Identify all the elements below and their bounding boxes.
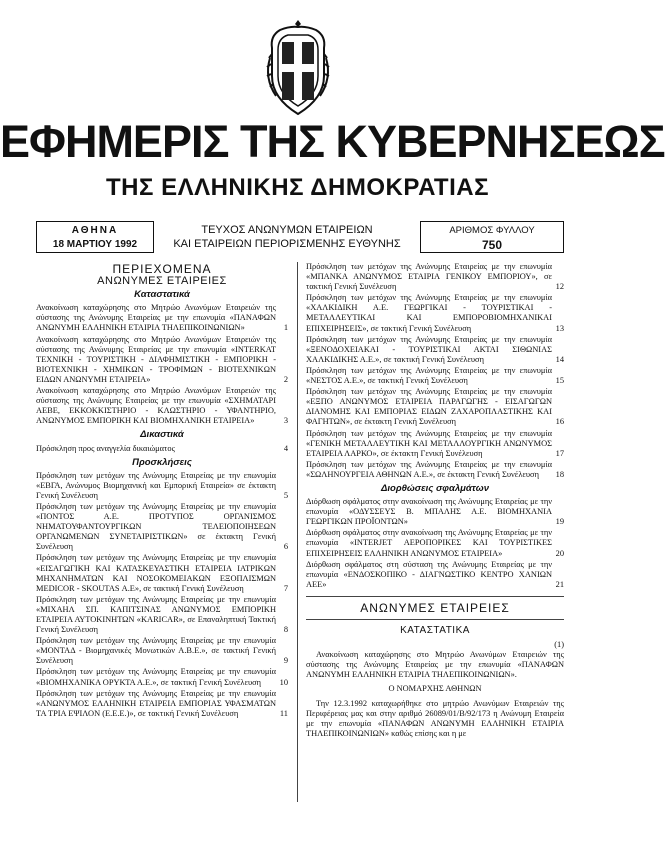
entry-page-number: 8 bbox=[283, 625, 288, 635]
contents-entry bbox=[306, 429, 564, 459]
contents-entry bbox=[36, 303, 288, 333]
entry-page-number: 17 bbox=[555, 448, 564, 458]
coat-of-arms-icon bbox=[268, 18, 328, 118]
judicial-heading: Δικαστικά bbox=[140, 429, 184, 441]
entry-text: Πρόσκληση των μετόχων της Ανώνυμης Εταιρείας με την επωνυμία «ΕΙΣΑΓΩΓΙΚΗ ΚΑΙ ΚΑΤΑΣΚΕΥΑΣΤΙΚΗ ΕΤΑΙΡΕΙΑ ΙΑΤΡΙΚΩΝ ΜΗΧΑΝΗΜΑΤΩΝ ΚΑΙ ΝΟΣΟΚΟΜΕΙΑΚΩΝ ΕΞΟΠΛΙΣΜΩΝ MEDICOR - SKOUTAS Α.Ε», σε τακτική Γενική Συνέλευση bbox=[36, 553, 276, 593]
contents-entry bbox=[306, 460, 564, 480]
section-divider bbox=[306, 596, 564, 597]
entry-text: Πρόσκληση των μετόχων της Ανώνυμης Εταιρείας με την επωνυμία «ΜΙΧΑΗΛ ΣΠ. ΚΑΠΙΤΣΙΝΑΣ ΑΝΩΝΥΜΟΣ ΕΜΠΟΡΙΚΗ ΕΤΑΙΡΕΙΑ ΑΥΤΟΚΙΝΗΤΩΝ «KARICAR», σε Επαναληπτική Τακτική Γενική Συνέλευση bbox=[36, 594, 276, 635]
header-infobar bbox=[36, 221, 564, 255]
contents-entry bbox=[36, 667, 288, 687]
contents-entry bbox=[306, 387, 564, 427]
announcement-text: Ανακοίνωση καταχώρησης στο Μητρώο Ανωνύμων Εταιρειών της σύστασης της Ανώνυμης Εταιρείας με την επωνυμία «ΠΑΝΑΦΩΝ ΑΝΩΝΥΜΗ ΕΛΛΗΝΙΚΗ ΕΤΑΙΡΙΑ ΤΗΛΕΠΙΚΟΙΝΩΝΙΩΝ». bbox=[306, 650, 564, 680]
entry-page-number: 7 bbox=[283, 583, 288, 593]
entry-page-number: 2 bbox=[283, 374, 288, 384]
entry-page-number: 20 bbox=[555, 548, 564, 558]
contents-entry bbox=[36, 553, 288, 593]
body-statutes-heading: ΚΑΤΑΣΤΑΤΙΚΑ bbox=[400, 625, 470, 636]
entry-text: Πρόσκληση των μετόχων της Ανώνυμης Εταιρείας με την επωνυμία «ΧΑΛΚΙΔΙΚΗ Α.Ε. ΓΕΩΡΓΙΚΑΙ - ΤΟΥΡΙΣΤΙΚΑΙ - ΜΕΤΑΛΛΕΥΤΙΚΑΙ ΚΑΙ ΕΜΠΟΡΟΒΙΟΜΗΧΑΝΙΚΑΙ ΕΠΙΧΕΙΡΗΣΕΙΣ», σε τακτική Γενική Συνέλευση bbox=[306, 293, 552, 333]
prefect-heading: Ο ΝΟΜΑΡΧΗΣ ΑΘΗΝΩΝ bbox=[388, 684, 482, 694]
entry-page-number: 18 bbox=[555, 469, 564, 479]
contents-entry bbox=[36, 444, 288, 454]
entry-text: Πρόσκληση των μετόχων της Ανώνυμης Εταιρείας με την επωνυμία «ΓΕΝΙΚΗ ΜΕΤΑΛΛΕΥΤΙΚΗ ΚΑΙ ΜΕΤΑΛΛΟΥΡΓΙΚΗ ΑΝΩΝΥΜΟΣ ΕΤΑΙΡΕΙΑ ΛΑΡΚΟ», σε έκτακτη Γενική Συνέλευση bbox=[306, 428, 552, 458]
companies-heading: ΑΝΩΝΥΜΕΣ ΕΤΑΙΡΕΙΕΣ bbox=[97, 275, 227, 288]
entry-text: Πρόσκληση των μετόχων της Ανώνυμης Εταιρείας με την επωνυμία «ΑΝΩΝΥΜΟΣ ΕΛΛΗΝΙΚΗ ΕΤΑΙΡΕΙΑ ΕΜΠΟΡΙΑΣ ΥΦΑΣΜΑΤΩΝ ΤΑ ΤΡΙΑ ΕΨΙΛΟΝ (Ε.Ε.Ε.)», σε τακτική Γενική Συνέλευση bbox=[36, 688, 276, 718]
entry-text: Διόρθωση σφάλματος στην ανακοίνωση της Ανώνυμης Εταιρείας με την επωνυμία «INTERJET ΑΕΡΟΠΟΡΙΚΕΣ ΚΑΙ ΤΟΥΡΙΣΤΙΚΕΣ ΕΠΙΧΕΙΡΗΣΕΙΣ ΕΛΛΗΝΙΚΗ ΑΝΩΝΥΜΟΣ ΕΤΑΙΡΕΙΑ» bbox=[306, 528, 552, 558]
contents-entry bbox=[306, 497, 564, 527]
contents-entry bbox=[306, 262, 564, 292]
contents-entry bbox=[36, 689, 288, 719]
contents-entry bbox=[306, 560, 564, 590]
entry-text: Πρόσκληση των μετόχων της Ανώνυμης Εταιρείας με την επωνυμία «ΞΕΝΟΔΟΧΕΙΑΚΑΙ - ΤΟΥΡΙΣΤΙΚΑΙ ΑΚΤΑΙ ΣΙΘΩΝΙΑΣ ΧΑΛΚΙΔΙΚΗΣ Α.Ε.», σε τακτική Γενική Συνέλευση bbox=[306, 334, 552, 364]
sheet-number-box bbox=[420, 221, 564, 253]
entry-page-number: 14 bbox=[555, 354, 564, 364]
city-label: ΑΘΗΝΑ bbox=[71, 225, 119, 236]
entry-text: Πρόσκληση των μετόχων της Ανώνυμης Εταιρείας με την επωνυμία «ΣΩΛΗΝΟΥΡΓΕΙΑ ΑΘΗΝΩΝ Α.Ε.», σε έκτακτη Γενική Συνέλευση bbox=[306, 459, 552, 479]
body-companies-heading: ΑΝΩΝΥΜΕΣ ΕΤΑΙΡΕΙΕΣ bbox=[360, 600, 510, 615]
entry-text: Ανακοίνωση καταχώρησης στο Μητρώο Ανωνύμων Εταιρειών της σύστασης της Ανώνυμης Εταιρείας με την επωνυμία «ΠΑΝΑΦΩΝ ΑΝΩΝΥΜΗ ΕΛΛΗΝΙΚΗ ΕΤΑΙΡΙΑ ΤΗΛΕΠΙΚΟΙΝΩΝΙΩΝ» bbox=[36, 303, 276, 333]
sheet-number: 750 bbox=[481, 238, 503, 252]
item-number: (1) bbox=[554, 640, 564, 650]
invitations-list bbox=[36, 471, 288, 719]
entry-text: Πρόσκληση των μετόχων της Ανώνυμης Εταιρείας με την επωνυμία «ΠΟΝΤΟΣ Α.Ε. ΠΡΟΤΥΠΟΣ ΟΡΓΑΝΙΣΜΟΣ ΝΗΜΑΤΟΥΦΑΝΤΟΥΡΓΙΚΩΝ ΤΕΛΕΙΟΠΟΙΗΣΕΩΝ ΟΡΓΑΝΩΜΕΝΩΝ ΣΥΝΕΤΑΙΡΙΣΤΙΚΩΝ» σε έκτακτη Γενική Συνέλευση bbox=[36, 501, 276, 552]
corrections-heading: Διορθώσεις σφαλμάτων bbox=[381, 482, 489, 494]
right-column bbox=[306, 262, 564, 739]
entry-page-number: 13 bbox=[555, 323, 564, 333]
contents-title: ΠΕΡΙΕΧΟΜΕΝΑ bbox=[112, 262, 212, 276]
entry-text: Πρόσκληση των μετόχων της Ανώνυμης Εταιρείας με την επωνυμία «ΜΟΝΤΑΔ - Βιομηχανικές Μονωτικών Α.Β.Ε.», σε τακτική Γενική Συνέλευση bbox=[36, 636, 276, 666]
entry-page-number: 4 bbox=[283, 443, 288, 453]
corrections-list bbox=[306, 497, 564, 590]
entry-text: Πρόσκληση των μετόχων της Ανώνυμης Εταιρείας με την επωνυμία «ΒΙΟΜΗΧΑΝΙΚΑ ΟΡΥΚΤΑ Α.Ε.», σε τακτική Γενική Συνέλευση bbox=[36, 667, 276, 687]
issue-date: 18 ΜΑΡΤΙΟΥ 1992 bbox=[52, 239, 138, 250]
issue-type-line1: ΤΕΥΧΟΣ ΑΝΩΝΥΜΩΝ ΕΤΑΙΡΕΙΩΝ bbox=[201, 224, 373, 236]
entry-page-number: 15 bbox=[555, 376, 564, 386]
entry-text: Πρόσκληση των μετόχων της Ανώνυμης Εταιρείας με την επωνυμία «ΕΒΓΑ, Ανώνυμος Βιομηχανική και Εμπορική Εταιρεία» σε έκτακτη Γενική Συνέλευση bbox=[36, 470, 276, 500]
contents-column bbox=[36, 262, 288, 720]
statutes-list bbox=[36, 303, 288, 426]
date-box bbox=[36, 221, 154, 253]
contents-entry bbox=[36, 595, 288, 635]
judicial-list bbox=[36, 444, 288, 454]
sheet-number-label: ΑΡΙΘΜΟΣ ΦΥΛΛΟΥ bbox=[449, 225, 535, 236]
contents-entry bbox=[306, 335, 564, 365]
section-divider bbox=[306, 619, 564, 620]
entry-page-number: 3 bbox=[283, 416, 288, 426]
entry-page-number: 11 bbox=[279, 708, 288, 718]
entry-text: Διόρθωση σφάλματος στην ανακοίνωση της Ανώνυμης Εταιρείας με την επωνυμία «ΟΔΥΣΣΕΥΣ Β. ΜΠΑΛΗΣ Α.Ε. ΒΙΟΜΗΧΑΝΙΑ ΓΕΩΡΓΙΚΩΝ ΠΡΟΪΟΝΤΩΝ» bbox=[306, 497, 552, 527]
contents-entry bbox=[36, 636, 288, 666]
entry-page-number: 6 bbox=[283, 542, 288, 552]
entry-page-number: 16 bbox=[555, 417, 564, 427]
issue-type bbox=[164, 223, 410, 251]
entry-page-number: 10 bbox=[279, 677, 288, 687]
invitations-heading: Προσκλήσεις bbox=[132, 456, 192, 468]
entry-text: Ανακοίνωση καταχώρησης στο Μητρώο Ανωνύμων Εταιρειών της σύστασης της Ανώνυμης Εταιρείας με την επωνυμία «INTERKAT ΤΕΧΝΙΚΗ - ΤΟΥΡΙΣΤΙΚΗ - ΔΙΑΦΗΜΙΣΤΙΚΗ - ΕΜΠΟΡΙΚΗ - ΒΙΟΤΕΧΝΙΚΗ - ΧΗΜΙΚΩΝ - ΤΡΟΦΙΜΩΝ - ΒΙΟΤΕΧΝΙΚΩΝ ΕΙΔΩΝ ΑΝΩΝΥΜΗ ΕΤΑΙΡΕΙΑ» bbox=[36, 334, 276, 384]
contents-entry bbox=[36, 502, 288, 552]
entry-text: Πρόσκληση των μετόχων της Ανώνυμης Εταιρείας με την επωνυμία «ΝΕΣΤΟΣ Α.Ε.», σε τακτική Γενική Συνέλευση bbox=[306, 365, 552, 386]
column-divider bbox=[297, 262, 298, 802]
entry-text: Πρόσκληση των μετόχων της Ανώνυμης Εταιρείας με την επωνυμία «ΕΞΠΟ ΑΝΩΝΥΜΟΣ ΕΤΑΙΡΕΙΑ ΠΑΡΑΓΩΓΗΣ - ΕΙΣΑΓΩΓΩΝ ΔΙΑΝΟΜΗΣ ΚΑΙ ΕΜΠΟΡΙΑΣ ΕΙΔΩΝ ΖΑΧΑΡΟΠΛΑΣΤΙΚΗΣ ΚΑΙ ΦΑΓΗΤΩΝ», σε έκτακτη Γενική Συνέλευση bbox=[306, 387, 552, 427]
contents-entry bbox=[36, 471, 288, 501]
contents-entry bbox=[306, 366, 564, 386]
contents-entry bbox=[306, 293, 564, 333]
gazette-title: ΕΦΗΜΕΡΙΣ ΤΗΣ ΚΥΒΕΡΝΗΣΕΩΣ bbox=[0, 116, 665, 167]
entry-page-number: 5 bbox=[283, 490, 288, 500]
entry-page-number: 12 bbox=[555, 282, 564, 292]
contents-entry bbox=[306, 528, 564, 558]
body-text: Την 12.3.1992 καταχωρήθηκε στο μητρώο Ανωνύμων Εταιρειών της Περιφέρειας μας και στην αριθμό 26089/01/Β/92/173 η Ανώνυμη Εταιρεία με την επωνυμία «ΠΑΝΑΦΩΝ ΑΝΩΝΥΜΗ ΕΛΛΗΝΙΚΗ ΕΤΑΙΡΙΑ ΤΗΛΕΠΙΚΟΙΝΩΝΙΩΝ» καθώς επίσης και η με bbox=[306, 698, 564, 738]
entry-page-number: 19 bbox=[555, 517, 564, 527]
entry-text: Πρόσκληση προς αναγγελία δικαιώματος bbox=[36, 443, 175, 453]
entry-page-number: 21 bbox=[555, 579, 564, 589]
statutes-heading: Καταστατικά bbox=[134, 289, 190, 301]
contents-entry bbox=[36, 335, 288, 385]
gazette-subtitle: ΤΗΣ ΕΛΛΗΝΙΚΗΣ ΔΗΜΟΚΡΑΤΙΑΣ bbox=[106, 174, 489, 201]
entry-text: Ανακοίνωση καταχώρησης στο Μητρώο Ανωνύμων Εταιρειών της σύστασης της Ανώνυμης Εταιρείας με την επωνυμία «ΣΧΗΜΑΤΑΡΙ ΑΕΒΕ, ΕΚΚΟΚΚΙΣΤΗΡΙΟ - ΚΛΩΣΤΗΡΙΟ - ΥΦΑΝΤΗΡΙΟ, ΑΝΩΝΥΜΟΣ ΕΜΠΟΡΙΚΗ ΚΑΙ ΒΙΟΜΗΧΑΝΙΚΗ ΕΤΑΙΡΕΙΑ» bbox=[36, 386, 276, 426]
entry-text: Πρόσκληση των μετόχων της Ανώνυμης Εταιρείας με την επωνυμία «ΜΠΑΝΚΑ ΑΝΩΝΥΜΟΣ ΕΤΑΙΡΙΑ ΓΕΝΙΚΟΥ ΕΜΠΟΡΙΟΥ», σε τακτική Γενική Συνέλευση bbox=[306, 262, 552, 292]
entry-page-number: 9 bbox=[283, 656, 288, 666]
entry-text: Διόρθωση σφάλματος στη σύσταση της Ανώνυμης Εταιρείας με την επωνυμία «ΕΝΔΟΣΚΟΠΙΚΟ - ΔΙΑΓΝΩΣΤΙΚΟ ΚΕΝΤΡΟ ΧΑΝΙΩΝ ΑΕΕ» bbox=[306, 559, 552, 589]
issue-type-line2: ΚΑΙ ΕΤΑΙΡΕΙΩΝ ΠΕΡΙΟΡΙΣΜΕΝΗΣ ΕΥΘΥΝΗΣ bbox=[173, 238, 401, 250]
contents-entry bbox=[36, 386, 288, 426]
entry-page-number: 1 bbox=[283, 323, 288, 333]
invitations-continued-list bbox=[306, 262, 564, 480]
